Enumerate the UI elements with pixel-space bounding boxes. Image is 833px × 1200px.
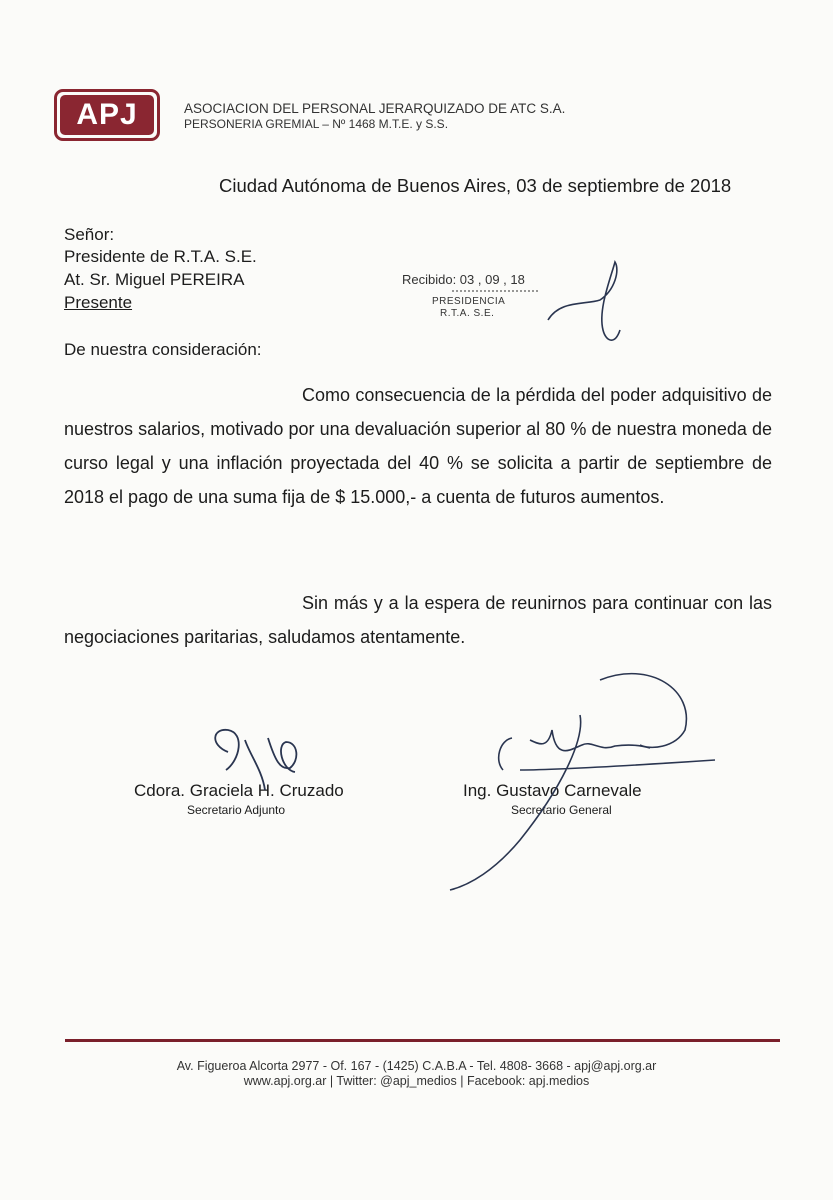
body-paragraph-1-text: Como consecuencia de la pérdida del poder adquisitivo de nuestros salarios, motivado por una devaluación superior al 80 % de nuestra moneda de curso legal y una inflación proyectada del 40 % se solicita a partir de septiembre de 2018 el pago de una suma fija de $ 15.000,- a cuenta de futuros aumentos. [64,385,772,507]
received-stamp-dept: PRESIDENCIA [432,296,506,307]
signatory-right-role: Secretario General [511,803,612,817]
footer-address: Av. Figueroa Alcorta 2977 - Of. 167 - (1425) C.A.B.A - Tel. 4808- 3668 - apj@apj.org.ar [176,1059,657,1073]
addressee-attention: At. Sr. Miguel PEREIRA [64,270,245,289]
date-line: Ciudad Autónoma de Buenos Aires, 03 de septiembre de 2018 [219,175,732,196]
addressee-title: Presidente de R.T.A. S.E. [64,247,257,266]
right-signature-icon [450,674,715,890]
footer-divider [65,1039,780,1042]
signatory-left-role: Secretario Adjunto [187,803,286,817]
addressee-presente: Presente [64,293,133,312]
stamp-initials-icon [548,262,620,340]
org-name: ASOCIACION DEL PERSONAL JERARQUIZADO DE ATC S.A. [184,101,566,116]
body-paragraph-2-text: Sin más y a la espera de reunirnos para continuar con las negociaciones paritarias, saludamos atentamente. [64,593,772,647]
footer-contacts: www.apj.org.ar | Twitter: @apj_medios | Facebook: apj.medios [243,1074,590,1088]
received-stamp-org: R.T.A. S.E. [440,308,495,319]
logo-text: APJ [76,98,138,131]
addressee-salutation: Señor: [64,225,115,244]
left-signature-icon [215,730,296,790]
greeting: De nuestra consideración: [64,340,262,359]
signatory-left-name: Cdora. Graciela H. Cruzado [134,781,344,800]
org-subtitle: PERSONERIA GREMIAL – Nº 1468 M.T.E. y S.S. [184,117,449,131]
received-stamp-date: Recibido: 03 , 09 , 18 [402,272,525,287]
signatory-right-name: Ing. Gustavo Carnevale [463,781,642,800]
